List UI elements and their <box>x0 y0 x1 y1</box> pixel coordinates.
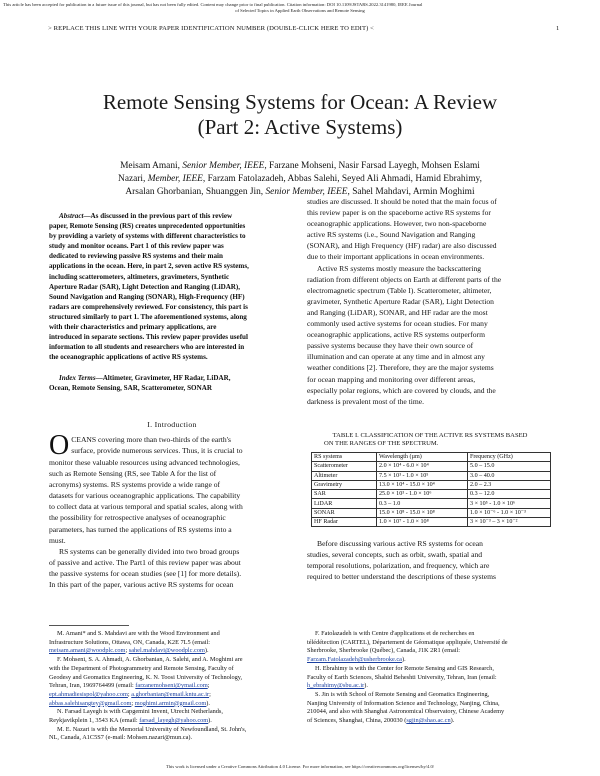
body-line: temporal resolutions, polarization, and frequency, which are <box>307 561 490 571</box>
body-line: the passive systems for ocean studies (see [1] for more details). <box>49 568 242 578</box>
footnote-line: H. Ebrahimy is with the Center for Remote Sensing and GIS Research, <box>315 664 494 672</box>
abstract-line: Aperture Radar (SAR), Light Detection and Ranging (LiDAR), <box>49 282 241 291</box>
body-line: darkness is prevalent most of the time. <box>307 396 425 406</box>
table-cell: 5.0 – 15.0 <box>468 462 551 471</box>
body-line: for ocean mapping and monitoring over different areas, <box>307 374 476 384</box>
footnote-rule <box>49 625 129 626</box>
table-cell: 1.0 × 10⁻⁶ - 1.0 × 10⁻³ <box>468 508 551 517</box>
body-line: required to better understand the descriptions of these systems <box>307 572 496 582</box>
abstract-line: applications in the ocean. Here, in part 2, seven active RS systems, <box>49 262 249 271</box>
table-cell: SONAR <box>312 508 377 517</box>
footnote-line: Reykjavikplein 1, 3543 KA (email: farsad_layegh@yahoo.com). <box>49 717 212 725</box>
footnote-line: of Sciences, Shanghai, China, 200030 (sgjin@shao.ac.cn). <box>307 717 455 725</box>
abstract <box>49 211 295 362</box>
table-row <box>312 499 551 508</box>
body-line: parameters, has turned the applications of RS systems into a <box>49 524 232 534</box>
footnote-line: S. Jin is with School of Remote Sensing and Geomatics Engineering, <box>315 690 490 698</box>
index-terms <box>49 373 295 393</box>
header-text: > REPLACE THIS LINE WITH YOUR PAPER IDENTIFICATION NUMBER (DOUBLE-CLICK HERE TO EDIT) < <box>48 25 374 32</box>
body-line: oceanographic applications, active RS systems outperform <box>307 330 485 340</box>
body-line: studies, several concepts, such as orbit, swath, spatial and <box>307 550 483 560</box>
body-line: CEANS covering more than two-thirds of the earth's <box>71 435 231 444</box>
body-line: oceanographic applications. However, two non-spaceborne <box>307 219 487 229</box>
footnote-line: Farzam.Fatolazadeh@usherbrooke.ca). <box>307 656 406 664</box>
table-cell: LiDAR <box>312 499 377 508</box>
abstract-line: information to all students and researchers who are interested in <box>49 343 245 352</box>
footnote-line: Geodesy and Geomatics Engineering, K. N. Toosi University of Technology, <box>49 673 243 681</box>
body-line: (SONAR), and High Frequency (HF) radar) are also discussed <box>307 241 497 251</box>
index-terms-line: Index Terms—Altimeter, Gravimeter, HF Radar, LiDAR, <box>59 374 231 382</box>
body-line: of passive and active. The Part1 of this review paper was about <box>49 557 241 567</box>
publication-notice <box>3 2 597 13</box>
footnote-line: Sherbrooke, Sherbrooke (Québec), Canada, J1K 2R1 (email: <box>307 647 461 655</box>
footnote-line: Infrastructure Solutions, Ottawa, ON, Canada, K2E 7L5 (email: <box>49 638 211 646</box>
footnote-line: M. E. Nazari is with the Memorial University of Newfoundland, St. John's, <box>57 725 247 733</box>
body-line: RS systems can be generally divided into two broad groups <box>59 546 240 556</box>
table-header-row <box>312 453 551 462</box>
footnote-line: F. Mohseni, S. A. Ahmadi, A. Ghorbanian, A. Salehi, and A. Moghimi are <box>57 656 243 664</box>
footnotes-left <box>49 630 295 743</box>
body-line: electromagnetic spectrum (Table I). Scatterometer, altimeter, <box>307 285 492 295</box>
abstract-line: with their characteristics and primary applications, are <box>49 323 217 332</box>
table-cell: 13.0 × 10⁴ - 15.0 × 10⁴ <box>377 480 468 489</box>
license-notice: This work is licensed under a Creative Commons Attribution 4.0 License. For more information, see https://creativecommons.org/licenses/by/4.0/ <box>165 764 435 769</box>
caption-line: TABLE I. CLASSIFICATION OF THE ACTIVE RS SYSTEMS BASED <box>332 432 528 439</box>
footnote-line: h_ebrahimy@sbu.ac.ir). <box>307 682 368 690</box>
table-cell: 3 × 10⁵ - 1.0 × 10⁶ <box>468 499 551 508</box>
footnotes-right <box>307 630 553 726</box>
table-cell: Scatterometer <box>312 462 377 471</box>
caption-line: ON THE RANGES OF THE SPECTRUM. <box>324 440 439 448</box>
body-line: this review paper is on the spaceborne active RS systems for <box>307 208 491 218</box>
body-line: Before discussing various active RS systems for ocean <box>317 539 483 548</box>
abstract-line: paper, Remote Sensing (RS) creates unprecedented opportunities <box>49 222 246 231</box>
abstract-line: by providing a variety of systems with different characteristics to <box>49 232 246 241</box>
abstract-line: the oceanographic applications of active RS systems. <box>49 353 208 362</box>
abstract-line: including scatterometers, altimeters, gravimeters, Synthetic <box>49 272 230 281</box>
footnote-line: Faculty of Earth Sciences, Shahid Beheshti University, Tehran, Iran (email: <box>307 673 497 681</box>
table-cell: 0.3 – 12.0 <box>468 490 551 499</box>
footnote-line: télédétection (CARTEL), Département de Géomatique appliquée, Université de <box>307 638 508 646</box>
footnote-line: NL, Canada, A1C5S7 (e-mail: Mohsen.nazari@mun.ca). <box>49 734 193 742</box>
footnote-line: Tehran, Iran, 1969764499 (email: farzanemohseni@ymail.com; <box>49 682 210 690</box>
table-cell: HF Radar <box>312 518 377 527</box>
footnote-line: meisam.amani@woodplc.com; sahel.mahdavi@woodplc.com). <box>49 647 209 655</box>
table-cell: 2.0 × 10⁴ - 6.0 × 10⁴ <box>377 462 468 471</box>
abstract-line: structured similarly to part 1. The aforementioned systems, along <box>49 312 247 321</box>
author-list <box>60 160 540 200</box>
footnote-line: F. Fatolazadeh is with Centre d'applications et de recherches en <box>315 630 475 637</box>
table-row <box>312 480 551 489</box>
table-cell: SAR <box>312 490 377 499</box>
abstract-line: Sound Navigation and Ranging (SONAR), High-Frequency (HF) <box>49 292 245 301</box>
body-line: to collect data at various temporal and spatial scales, along with <box>49 502 243 512</box>
body-line: In this part of the paper, various active RS systems for ocean <box>49 580 234 590</box>
table-cell: Altimeter <box>312 471 377 480</box>
dropcap-letter: O <box>49 430 70 461</box>
table-cell: 1.0 × 10⁷ - 1.0 × 10⁸ <box>377 518 468 527</box>
body-line: such as Remote Sensing (RS, see Table A for the list of <box>49 469 217 479</box>
footnote-line: N. Farsad Layegh is with Capgemini Invent, Utrecht Netherlands, <box>57 708 223 716</box>
body-line: radiation from different objects on Earth at different parts of the <box>307 274 502 284</box>
body-line: illumination and can operate at any time and in almost any <box>307 352 485 362</box>
body-line: gravimeter, Synthetic Aperture Radar (SAR), Light Detection <box>307 296 494 306</box>
body-line: Active RS systems mostly measure the backscattering <box>317 263 482 273</box>
body-line: commonly used active systems for ocean studies. For many <box>307 319 488 329</box>
footnote-line: M. Amani* and S. Mahdavi are with the Wood Environment and <box>57 630 220 637</box>
body-line: monitor these valuable resources using advanced technologies, <box>49 458 240 467</box>
table-cell: 15.0 × 10⁸ - 15.0 × 10⁸ <box>377 508 468 517</box>
table-row <box>312 471 551 480</box>
table-cell: Gravimetry <box>312 480 377 489</box>
table-header-cell: RS systems <box>312 453 377 462</box>
abstract-line: dedicated to reviewing passive RS systems and their main <box>49 252 223 261</box>
abstract-line: radars are comprehensively reviewed. For consistency, this part is <box>49 302 248 311</box>
table-header-cell: Wavelength (µm) <box>377 453 468 462</box>
body-line: and Ranging (LiDAR), SONAR, and HF radar are the most <box>307 307 488 317</box>
table-cell: 3 × 10⁻³ – 3 × 10⁻² <box>468 518 551 527</box>
section-heading: I. Introduction <box>147 420 197 429</box>
table-header-cell: Frequency (GHz) <box>468 453 551 462</box>
abstract-line: study and monitor oceans. Part 1 of this review paper was <box>49 242 224 251</box>
table-row <box>312 518 551 527</box>
footnote-line: 210044, and also with Shanghai Astronomical Observatory, Chinese Academy <box>307 708 505 716</box>
right-column-text-continued <box>307 538 553 582</box>
title-line: Remote Sensing Systems for Ocean: A Review <box>102 90 498 114</box>
right-column-text <box>307 196 553 407</box>
table-row <box>312 462 551 471</box>
index-terms-line: Ocean, Remote Sensing, SAR, Scatterometer, SONAR <box>49 384 212 393</box>
body-line: passive systems because they have their own source of <box>307 341 474 351</box>
body-line: active RS systems (i.e., Sound Navigation and Ranging <box>307 230 476 240</box>
author-line: Meisam Amani, Senior Member, IEEE, Farzane Mohseni, Nasir Farsad Layegh, Mohsen Eslami <box>120 161 480 171</box>
body-line: acronyms) systems. RS systems provide a wide range of <box>49 480 221 490</box>
body-line: especially polar regions, which are covered by clouds, and the <box>307 385 496 395</box>
body-line: surface, provide numerous services. Thus, it is crucial to <box>71 446 243 456</box>
table-cell: 2.0 – 2.3 <box>468 480 551 489</box>
paper-title <box>0 90 600 140</box>
title-line: (Part 2: Active Systems) <box>197 115 403 139</box>
abstract-line: introduced in separate sections. This review paper provides useful <box>49 333 248 342</box>
footnote-line: with the Department of Photogrammetry and Remote Sensing, Faculty of <box>49 664 234 672</box>
author-line: Arsalan Ghorbanian, Shuanggen Jin, Senior Member, IEEE, Sahel Mahdavi, Armin Moghimi <box>125 187 475 198</box>
table-cell: 0.3 – 1.0 <box>377 499 468 508</box>
body-line: the possibility for retrospective analyses of oceanographic <box>49 513 226 523</box>
running-header <box>48 25 568 32</box>
footnote-line: abbas.salehisangtey@gmail.com; moghimi.armin@gmail.com). <box>49 699 210 707</box>
body-line: must. <box>49 535 66 545</box>
intro-paragraph <box>49 430 295 590</box>
notice-line: of Selected Topics in Applied Earth Observations and Remote Sensing <box>235 7 365 13</box>
table-row <box>312 508 551 517</box>
body-line: datasets for various oceanographic applications. The capability <box>49 491 241 501</box>
table-cell: 25.0 × 10³ - 1.0 × 10⁶ <box>377 490 468 499</box>
body-line: due to their important applications in ocean environments. <box>307 252 485 262</box>
table-row <box>312 490 551 499</box>
page-number: 1 <box>556 25 560 32</box>
footnote-line: ept.ahmadiesispol@yahoo.com; a.ghorbanian@email.kntu.ac.ir; <box>49 690 211 698</box>
author-line: Nazari, Member, IEEE, Farzam Fatolazadeh, Abbas Salehi, Seyed Ali Ahmadi, Hamid Ebrahimy, <box>118 174 482 185</box>
table-cell: 3.0 – 40.0 <box>468 471 551 480</box>
body-line: weather conditions [2]. Therefore, they are the major systems <box>307 363 494 373</box>
table-cell: 7.5 × 10³ - 1.0 × 10⁵ <box>377 471 468 480</box>
body-line: studies are discussed. It should be noted that the main focus of <box>307 197 497 206</box>
notice-line: This article has been accepted for publication in a future issue of this journal, but has not been fully edited. Content may change prior to final publication. Citation information: DOI 10.1109/JSTARS.2022.3141980, IEEE Journal <box>3 2 423 7</box>
spectrum-table <box>311 452 551 527</box>
footnote-line: Nanjing University of Information Science and Technology, Nanjing, China, <box>307 699 500 707</box>
abstract-line: Abstract—As discussed in the previous part of this review <box>59 212 233 220</box>
table-caption <box>307 432 553 448</box>
